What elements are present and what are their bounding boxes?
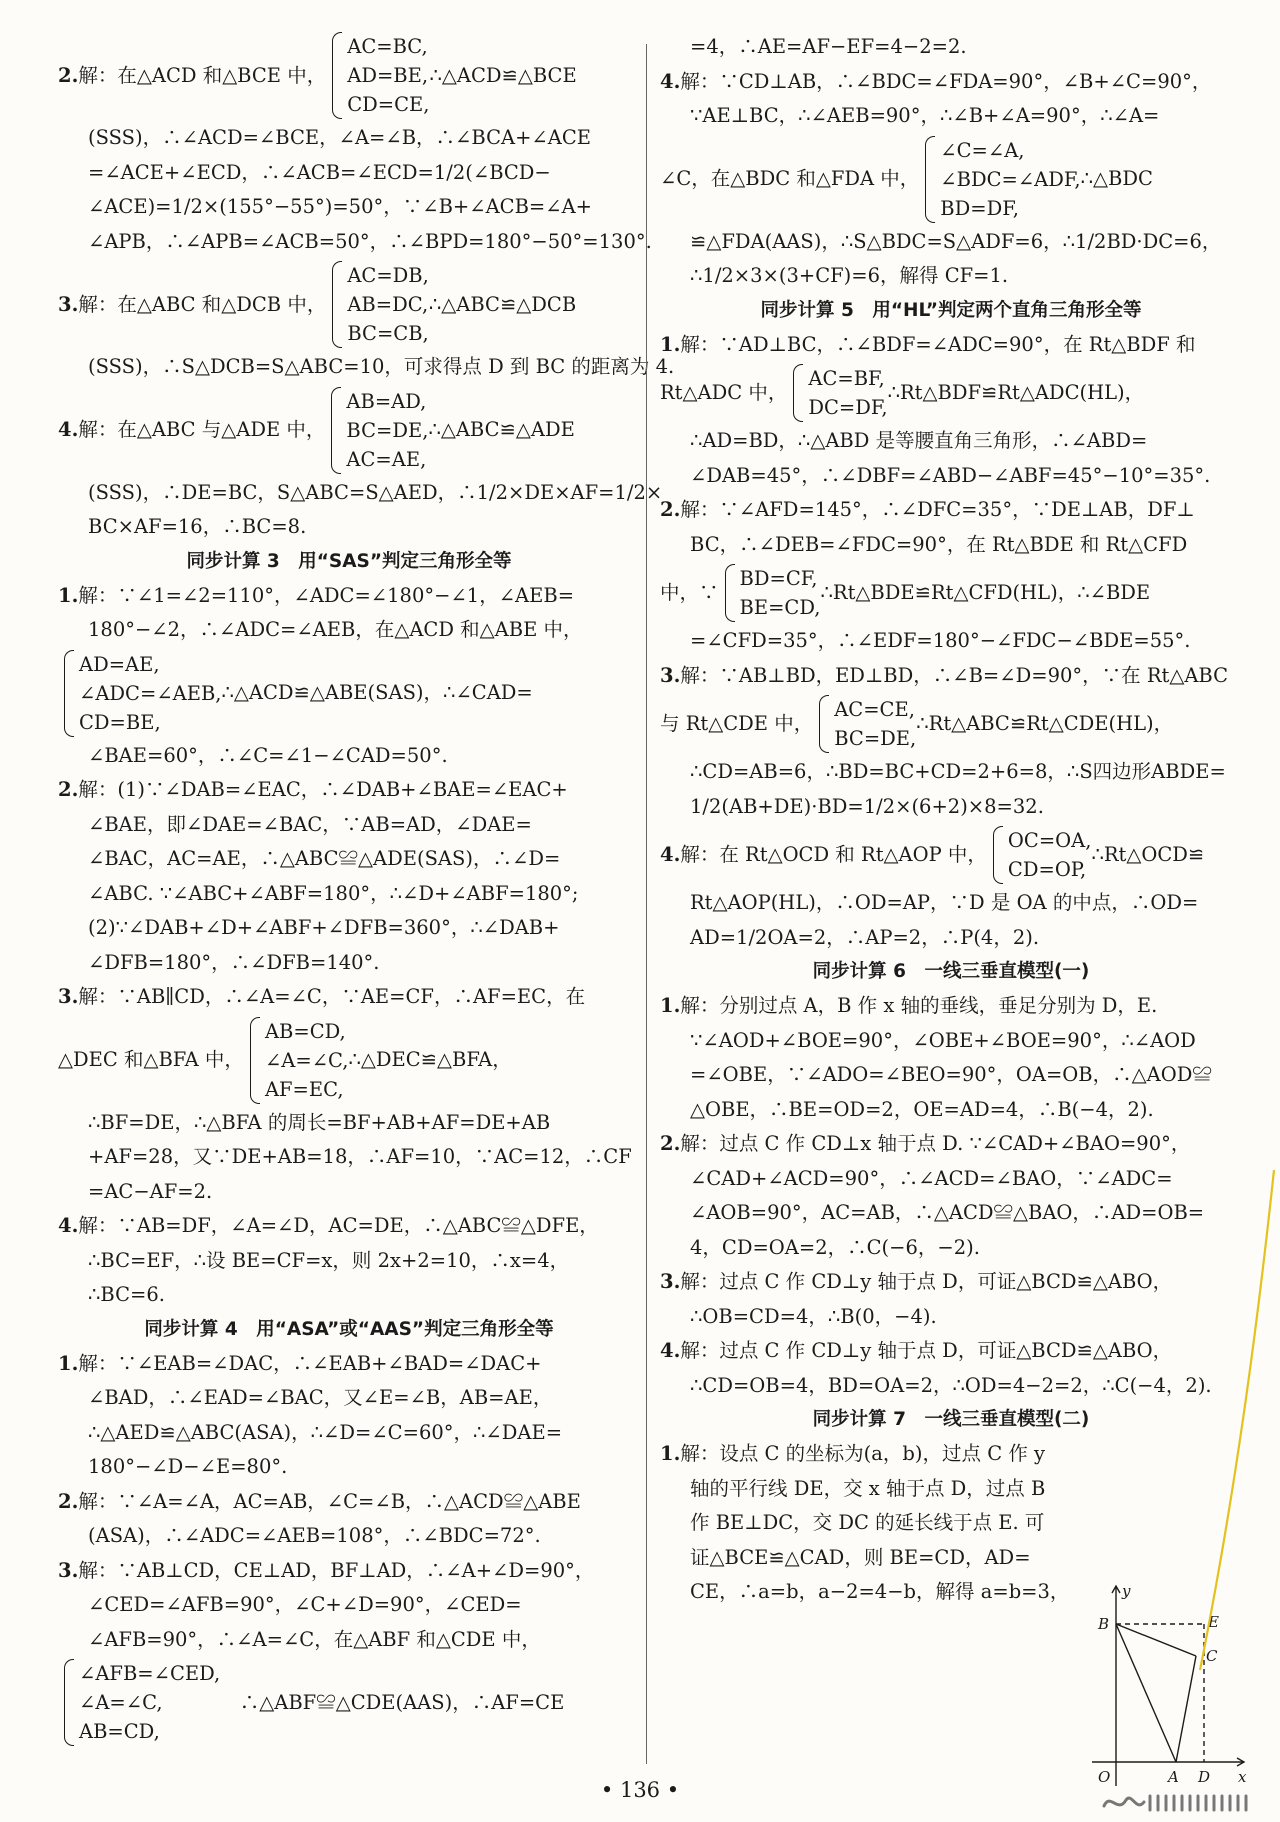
- line-text: △OBE，∴BE=OD=2，OE=AD=4，∴B(−4，2).: [690, 1097, 1154, 1121]
- line-text: 解：∵AB⊥CD，CE⊥AD，BF⊥AD，∴∠A+∠D=90°，: [78, 1558, 595, 1582]
- line-text: (SSS)，∴DE=BC，S△ABC=S△AED，∴1/2×DE×AF=1/2×: [88, 480, 663, 504]
- system-equation: AB=DC,: [347, 293, 429, 316]
- system-equation: BD=DF,: [940, 196, 1019, 220]
- text-line: [58, 1140, 640, 1175]
- system-equations: [79, 1659, 220, 1746]
- equation-system-line: [660, 824, 1242, 886]
- line-text: ∠CED=∠AFB=90°，∠C+∠D=90°，∠CED=: [88, 1593, 522, 1616]
- line-text: 解：过点 C 作 CD⊥y 轴于点 D，可证△BCD≌△ABO，: [680, 1339, 1173, 1362]
- text-line: [58, 121, 640, 156]
- section-heading: 同步计算 7 一线三垂直模型(二): [812, 1409, 1090, 1430]
- text-line: [58, 842, 640, 877]
- equation-system-line: [58, 1657, 640, 1748]
- section-heading: 同步计算 6 一线三垂直模型(一): [812, 961, 1090, 982]
- system-equation: AC=BF,: [808, 367, 885, 390]
- problem-first-line: [660, 493, 1242, 528]
- line-text: (2)∵∠DAB+∠D+∠ABF+∠DFB=360°，∴∠DAB+: [88, 916, 560, 939]
- equation-system-line: [660, 562, 1242, 624]
- system-trail-text: ∴△ABC≌△DCB: [428, 292, 577, 316]
- page-number: • 136 •: [600, 1778, 680, 1802]
- text-line: [660, 624, 1242, 659]
- system-equations: [808, 364, 887, 422]
- text-line: [660, 1506, 1242, 1541]
- watermark-signature: [1100, 1788, 1260, 1816]
- line-text: BC，∴∠DEB=∠FDC=90°，在 Rt△BDE 和 Rt△CFD: [690, 532, 1188, 556]
- equation-system-line: [660, 134, 1242, 225]
- left-brace: [993, 826, 1003, 884]
- line-text: ∴AD=BD，∴△ABD 是等腰直角三角形，∴∠ABD=: [690, 429, 1148, 452]
- label-B: B: [1098, 1615, 1110, 1633]
- system-lead-text: 解：在 Rt△OCD 和 Rt△AOP 中，: [680, 843, 987, 866]
- problem-number: 1.: [660, 332, 681, 356]
- line-text: 解：过点 C 作 CD⊥x 轴于点 D. ∵∠CAD+∠BAO=90°，: [680, 1132, 1191, 1155]
- problem-first-line: [660, 65, 1242, 100]
- line-text: (SSS)，∴S△DCB=S△ABC=10，可求得点 D 到 BC 的距离为 4.: [88, 355, 675, 378]
- text-line: [660, 1541, 1242, 1576]
- problem-first-line: [58, 1209, 640, 1244]
- problem-number: 1.: [58, 1351, 79, 1375]
- text-line: [660, 225, 1242, 260]
- left-brace: [331, 387, 341, 474]
- system-lead-text: 解：在△ABC 和△DCB 中，: [78, 292, 327, 316]
- problem-number: 4.: [58, 1214, 79, 1237]
- line-text: ∠BAC，AC=AE，∴△ABC≌△ADE(SAS)，∴∠D=: [88, 847, 561, 870]
- line-text: =AC−AF=2.: [88, 1179, 213, 1203]
- system-equations: [740, 564, 821, 622]
- system-equation: BC=DE,: [834, 727, 917, 750]
- text-line: [58, 1244, 640, 1279]
- line-text: ∴BC=6.: [88, 1283, 165, 1306]
- line-text: 解：∵∠A=∠A，AC=AB，∠C=∠B，∴△ACD≌△ABE: [78, 1489, 581, 1513]
- text-line: [660, 1024, 1242, 1059]
- system-equation: AF=EC,: [264, 1077, 344, 1101]
- system-equations: [79, 650, 222, 737]
- text-line: [58, 1519, 640, 1554]
- text-line: [660, 424, 1242, 459]
- text-line: [58, 1450, 640, 1485]
- text-line: [58, 613, 640, 648]
- system-lead-text: Rt△ADC 中，: [660, 381, 788, 404]
- line-text: ∠BAE，即∠DAE=∠BAC，∵AB=AD，∠DAE=: [88, 812, 532, 836]
- left-brace: [793, 364, 803, 422]
- system-trail-text: ∴Rt△ABC≌Rt△CDE(HL)，: [916, 712, 1174, 735]
- left-brace: [925, 136, 935, 223]
- text-line: [660, 1162, 1242, 1197]
- label-y: y: [1122, 1582, 1131, 1600]
- line-text: 解：(1)∵∠DAB=∠EAC，∴∠DAB+∠BAE=∠EAC+: [78, 778, 568, 801]
- column-divider: [646, 44, 647, 1764]
- line-text: ∠ACE)=1/2×(155°−55°)=50°，∵∠B+∠ACB=∠A+: [88, 195, 593, 218]
- problem-number: 3.: [660, 1270, 681, 1293]
- system-lead-text: 解：在△ACD 和△BCE 中，: [78, 63, 327, 87]
- line-text: 4，CD=OA=2，∴C(−6，−2).: [690, 1235, 980, 1259]
- text-line: [58, 946, 640, 981]
- line-text: ∵AE⊥BC，∴∠AEB=90°，∴∠B+∠A=90°，∴∠A=: [690, 104, 1160, 127]
- text-line: [58, 1416, 640, 1451]
- line-text: 解：∵AB=DF，∠A=∠D，AC=DE，∴△ABC≌△DFE，: [78, 1214, 599, 1237]
- problem-first-line: [58, 773, 640, 808]
- problem-first-line: [58, 1554, 640, 1589]
- problem-number: 3.: [660, 663, 681, 687]
- yellow-margin-curve: [1196, 1160, 1280, 1680]
- system-equation: AB=CD,: [264, 1019, 346, 1043]
- right-column: [660, 30, 1242, 1610]
- system-trail-text: ∴△ABC≌△ADE: [428, 418, 575, 441]
- text-line: [660, 921, 1242, 956]
- line-text: 180°−∠D−∠E=80°.: [88, 1455, 288, 1478]
- line-text: 解：∵AB∥CD，∴∠A=∠C，∵AE=CF，∴AF=EC，在: [78, 985, 586, 1008]
- text-line: [660, 755, 1242, 790]
- system-equation: CD=CE,: [347, 93, 430, 116]
- equation-system-line: [58, 385, 640, 476]
- system-equation: AD=BE,: [347, 64, 429, 87]
- line-text: ∴1/2×3×(3+CF)=6，解得 CF=1.: [690, 264, 1009, 287]
- problem-number: 1.: [660, 994, 681, 1017]
- system-trail-text: ∴△ACD≌△ABE(SAS)，∴∠CAD=: [221, 681, 533, 704]
- system-equation: BE=CD,: [739, 596, 821, 619]
- text-line: [660, 30, 1242, 65]
- system-equation: AC=AE,: [346, 447, 427, 471]
- line-text: ≌△FDA(AAS)，∴S△BDC=S△ADF=6，∴1/2BD·DC=6，: [690, 229, 1222, 253]
- line-text: ∠DFB=180°，∴∠DFB=140°.: [88, 950, 380, 974]
- equation-system-line: [58, 1015, 640, 1106]
- equation-system-line: [660, 362, 1242, 424]
- line-text: ∠BAE=60°，∴∠C=∠1−∠CAD=50°.: [88, 743, 448, 767]
- problem-first-line: [660, 659, 1242, 694]
- text-line: [58, 1588, 640, 1623]
- problem-first-line: [660, 1127, 1242, 1162]
- system-equation: ∠ADC=∠AEB,: [79, 681, 222, 705]
- line-text: ∠DAB=45°，∴∠DBF=∠ABD−∠ABF=45°−10°=35°.: [690, 463, 1211, 487]
- line-text: ∴△AED≌△ABC(ASA)，∴∠D=∠C=60°，∴∠DAE=: [88, 1420, 563, 1444]
- system-equations: [265, 1017, 349, 1104]
- left-brace: [819, 695, 829, 753]
- problem-number: 4.: [660, 843, 681, 866]
- text-line: [660, 99, 1242, 134]
- line-text: ∠APB，∴∠APB=∠ACB=50°，∴∠BPD=180°−50°=130°.: [88, 229, 652, 253]
- equation-system-line: [660, 693, 1242, 755]
- label-D: D: [1198, 1768, 1211, 1786]
- problem-first-line: [660, 328, 1242, 363]
- line-text: 解：∵CD⊥AB，∴∠BDC=∠FDA=90°，∠B+∠C=90°，: [680, 69, 1212, 93]
- line-text: =4，∴AE=AF−EF=4−2=2.: [690, 35, 967, 58]
- problem-number: 4.: [58, 418, 79, 441]
- problem-first-line: [660, 1334, 1242, 1369]
- line-text: (ASA)，∴∠ADC=∠AEB=108°，∴∠BDC=72°.: [88, 1524, 541, 1547]
- line-text: =∠OBE，∵∠ADO=∠BEO=90°，OA=OB，∴△AOD≌: [690, 1063, 1212, 1086]
- line-text: 解：∵AB⊥BD，ED⊥BD，∴∠B=∠D=90°，∵在 Rt△ABC: [680, 663, 1229, 687]
- problem-number: 4.: [660, 1339, 681, 1362]
- label-E: E: [1208, 1613, 1219, 1631]
- line-text: BC×AF=16，∴BC=8.: [88, 515, 307, 538]
- problem-number: 2.: [58, 63, 79, 87]
- problem-number: 2.: [660, 498, 681, 521]
- label-A: A: [1168, 1768, 1179, 1786]
- line-text: 解：过点 C 作 CD⊥y 轴于点 D，可证△BCD≌△ABO，: [680, 1270, 1173, 1293]
- segment-CA: [1176, 1656, 1196, 1762]
- text-line: [58, 1278, 640, 1313]
- equation-system-line: [58, 648, 640, 739]
- problem-number: 3.: [58, 985, 79, 1008]
- left-brace: [725, 564, 735, 622]
- system-trail-text: ∴Rt△BDF≌Rt△ADC(HL)，: [887, 381, 1145, 404]
- problem-number: 1.: [660, 1442, 681, 1465]
- text-line: [660, 1300, 1242, 1335]
- text-line: [660, 1093, 1242, 1128]
- text-line: [58, 476, 663, 511]
- line-text: 1/2(AB+DE)·BD=1/2×(6+2)×8=32.: [690, 794, 1044, 818]
- text-line: [58, 1381, 640, 1416]
- line-text: ∴CD=AB=6，∴BD=BC+CD=2+6=8，∴S四边形ABDE=: [690, 760, 1226, 783]
- text-line: [58, 510, 640, 545]
- section-heading: 同步计算 4 用“ASA”或“AAS”判定三角形全等: [144, 1318, 554, 1340]
- text-line: [58, 739, 640, 774]
- system-equation: OC=OA,: [1007, 829, 1092, 852]
- line-text: (SSS)，∴∠ACD=∠BCE，∠A=∠B，∴∠BCA+∠ACE: [88, 126, 591, 149]
- system-equation: ∠A=∠C,: [79, 1691, 163, 1714]
- line-text: ∠AOB=90°，AC=AB，∴△ACD≌△BAO，∴AD=OB=: [690, 1201, 1205, 1224]
- system-lead-text: △DEC 和△BFA 中，: [58, 1048, 244, 1071]
- system-trail-text: ∴△ACD≌△BCE: [429, 63, 577, 87]
- system-equation: CD=OP,: [1007, 858, 1087, 881]
- system-lead-text: 与 Rt△CDE 中，: [660, 712, 814, 735]
- text-line: [660, 1369, 1242, 1404]
- problem-first-line: [58, 1485, 640, 1520]
- text-line: [58, 1106, 640, 1141]
- system-equation: ∠BDC=∠ADF,: [940, 167, 1081, 191]
- text-line: [660, 886, 1242, 921]
- line-text: ∠CAD+∠ACD=90°，∴∠ACD=∠BAO，∵∠ADC=: [690, 1166, 1173, 1190]
- left-column: [58, 30, 675, 1748]
- left-brace: [250, 1017, 260, 1104]
- system-equation: AD=AE,: [79, 652, 160, 676]
- system-trail-text: ∴△DEC≌△BFA，: [348, 1048, 512, 1071]
- line-text: AD=1/2OA=2，∴AP=2，∴P(4，2).: [690, 925, 1040, 949]
- text-line: [58, 225, 652, 260]
- line-text: ∠AFB=90°，∴∠A=∠C，在△ABF 和△CDE 中，: [88, 1627, 541, 1651]
- system-lead-text: 解：在△ABC 与△ADE 中，: [78, 418, 326, 441]
- system-lead-text: ∠C，在△BDC 和△FDA 中，: [660, 167, 920, 190]
- system-equations: [1008, 826, 1092, 884]
- text-line: [58, 190, 640, 225]
- system-equation: AC=BC,: [347, 35, 428, 58]
- line-text: ∵∠AOD+∠BOE=90°，∠OBE+∠BOE=90°，∴∠AOD: [690, 1028, 1196, 1052]
- system-equation: BC=DE,: [346, 418, 429, 442]
- label-O: O: [1098, 1768, 1111, 1786]
- text-line: [660, 790, 1242, 825]
- left-brace: [64, 650, 74, 737]
- line-text: 作 BE⊥DC，交 DC 的延长线于点 E. 可: [690, 1511, 1045, 1534]
- line-text: +AF=28，又∵DE+AB=18，∴AF=10，∵AC=12，∴CF: [88, 1145, 632, 1168]
- left-brace: [64, 1659, 74, 1746]
- left-brace: [332, 261, 342, 348]
- line-text: 解：∵AD⊥BC，∴∠BDF=∠ADC=90°，在 Rt△BDF 和: [680, 332, 1196, 356]
- system-equation: AC=CE,: [834, 698, 915, 721]
- line-text: 解：∵∠1=∠2=110°，∠ADC=∠180°−∠1，∠AEB=: [78, 583, 575, 607]
- line-text: 解：∵∠AFD=145°，∴∠DFC=35°，∵DE⊥AB，DF⊥: [680, 498, 1195, 521]
- problem-number: 2.: [58, 778, 79, 801]
- text-line: [660, 528, 1242, 563]
- text-line: [660, 459, 1242, 494]
- system-equations: [940, 136, 1080, 223]
- system-equations: [834, 695, 916, 753]
- system-equation: AB=CD,: [79, 1720, 160, 1743]
- line-text: =∠CFD=35°，∴∠EDF=180°−∠FDC−∠BDE=55°.: [690, 629, 1191, 652]
- problem-number: 4.: [660, 69, 681, 93]
- problem-number: 2.: [58, 1489, 79, 1513]
- problem-number: 1.: [58, 583, 79, 607]
- line-text: 解：分别过点 A，B 作 x 轴的垂线，垂足分别为 D，E.: [680, 994, 1158, 1017]
- section-heading: 同步计算 3 用“SAS”判定三角形全等: [186, 550, 512, 572]
- system-equations: [346, 387, 428, 474]
- system-equations: [347, 261, 429, 348]
- line-text: 180°−∠2，∴∠ADC=∠AEB，在△ACD 和△ABE 中，: [88, 618, 583, 641]
- system-lead-text: 中，∵: [660, 581, 719, 604]
- line-text: =∠ACE+∠ECD，∴∠ACB=∠ECD=1/2(∠BCD−: [88, 160, 551, 184]
- system-equation: CD=BE,: [79, 710, 161, 734]
- problem-first-line: [660, 989, 1242, 1024]
- section-heading: 同步计算 5 用“HL”判定两个直角三角形全等: [760, 299, 1142, 321]
- equation-system-line: [58, 30, 640, 121]
- line-text: ∴BC=EF，∴设 BE=CF=x，则 2x+2=10，∴x=4，: [88, 1248, 570, 1272]
- text-line: [660, 259, 1242, 294]
- problem-first-line: [660, 1437, 1242, 1472]
- text-line: [660, 1231, 1242, 1266]
- line-text: 解：设点 C 的坐标为(a，b)，过点 C 作 y: [680, 1442, 1046, 1465]
- problem-first-line: [58, 579, 640, 614]
- problem-number: 3.: [58, 292, 79, 316]
- problem-number: 2.: [660, 1132, 681, 1155]
- text-line: [58, 1623, 640, 1658]
- system-equation: ∠A=∠C,: [264, 1048, 349, 1072]
- line-text: ∴CD=OB=4，BD=OA=2，∴OD=4−2=2，∴C(−4，2).: [690, 1373, 1212, 1397]
- line-text: ∠BAD，∴∠EAD=∠BAC，又∠E=∠B，AB=AE，: [88, 1386, 553, 1409]
- line-text: Rt△AOP(HL)，∴OD=AP，∵D 是 OA 的中点，∴OD=: [690, 891, 1199, 914]
- system-equation: BD=CF,: [739, 567, 818, 590]
- system-equation: DC=DF,: [808, 396, 888, 419]
- system-equation: ∠AFB=∠CED,: [79, 1662, 221, 1685]
- text-line: [58, 350, 675, 385]
- system-trail-text: ∴Rt△OCD≌: [1091, 843, 1205, 866]
- system-trail-text: ∴△BDC: [1080, 167, 1153, 190]
- line-text: ∠ABC. ∵∠ABC+∠ABF=180°，∴∠D+∠ABF=180°;: [88, 881, 579, 905]
- text-line: [58, 1175, 640, 1210]
- problem-first-line: [58, 1347, 640, 1382]
- system-equations: [347, 32, 429, 119]
- label-x: x: [1238, 1768, 1247, 1786]
- problem-first-line: [58, 980, 640, 1015]
- system-trail-text: ∴Rt△BDE≌Rt△CFD(HL)，∴∠BDE: [820, 581, 1151, 604]
- system-equation: AB=AD,: [346, 389, 427, 413]
- equation-system-line: [58, 259, 640, 350]
- line-text: CE，∴a=b，a−2=4−b，解得 a=b=3，: [690, 1580, 1070, 1603]
- label-C: C: [1206, 1647, 1218, 1665]
- text-line: [58, 156, 640, 191]
- text-line: [660, 1196, 1242, 1231]
- system-equation: BC=CB,: [347, 322, 429, 345]
- system-equation: AC=DB,: [347, 264, 429, 287]
- line-text: 解：∵∠EAB=∠DAC，∴∠EAB+∠BAD=∠DAC+: [78, 1351, 542, 1375]
- text-line: [660, 1058, 1242, 1093]
- system-equation: ∠C=∠A,: [940, 138, 1025, 162]
- left-brace: [332, 32, 342, 119]
- problem-first-line: [660, 1265, 1242, 1300]
- text-line: [58, 808, 640, 843]
- text-line: [58, 911, 640, 946]
- text-line: [660, 1472, 1242, 1507]
- line-text: ∴OB=CD=4，∴B(0，−4).: [690, 1304, 937, 1328]
- text-line: [58, 877, 640, 912]
- line-text: 证△BCE≌△CAD，则 BE=CD，AD=: [690, 1545, 1031, 1569]
- system-trail-text: ∴△ABF≌△CDE(AAS)，∴AF=CE: [220, 1690, 565, 1714]
- line-text: 轴的平行线 DE，交 x 轴于点 D，过点 B: [690, 1476, 1046, 1500]
- line-text: ∴BF=DE，∴△BFA 的周长=BF+AB+AF=DE+AB: [88, 1110, 551, 1134]
- problem-number: 3.: [58, 1558, 79, 1582]
